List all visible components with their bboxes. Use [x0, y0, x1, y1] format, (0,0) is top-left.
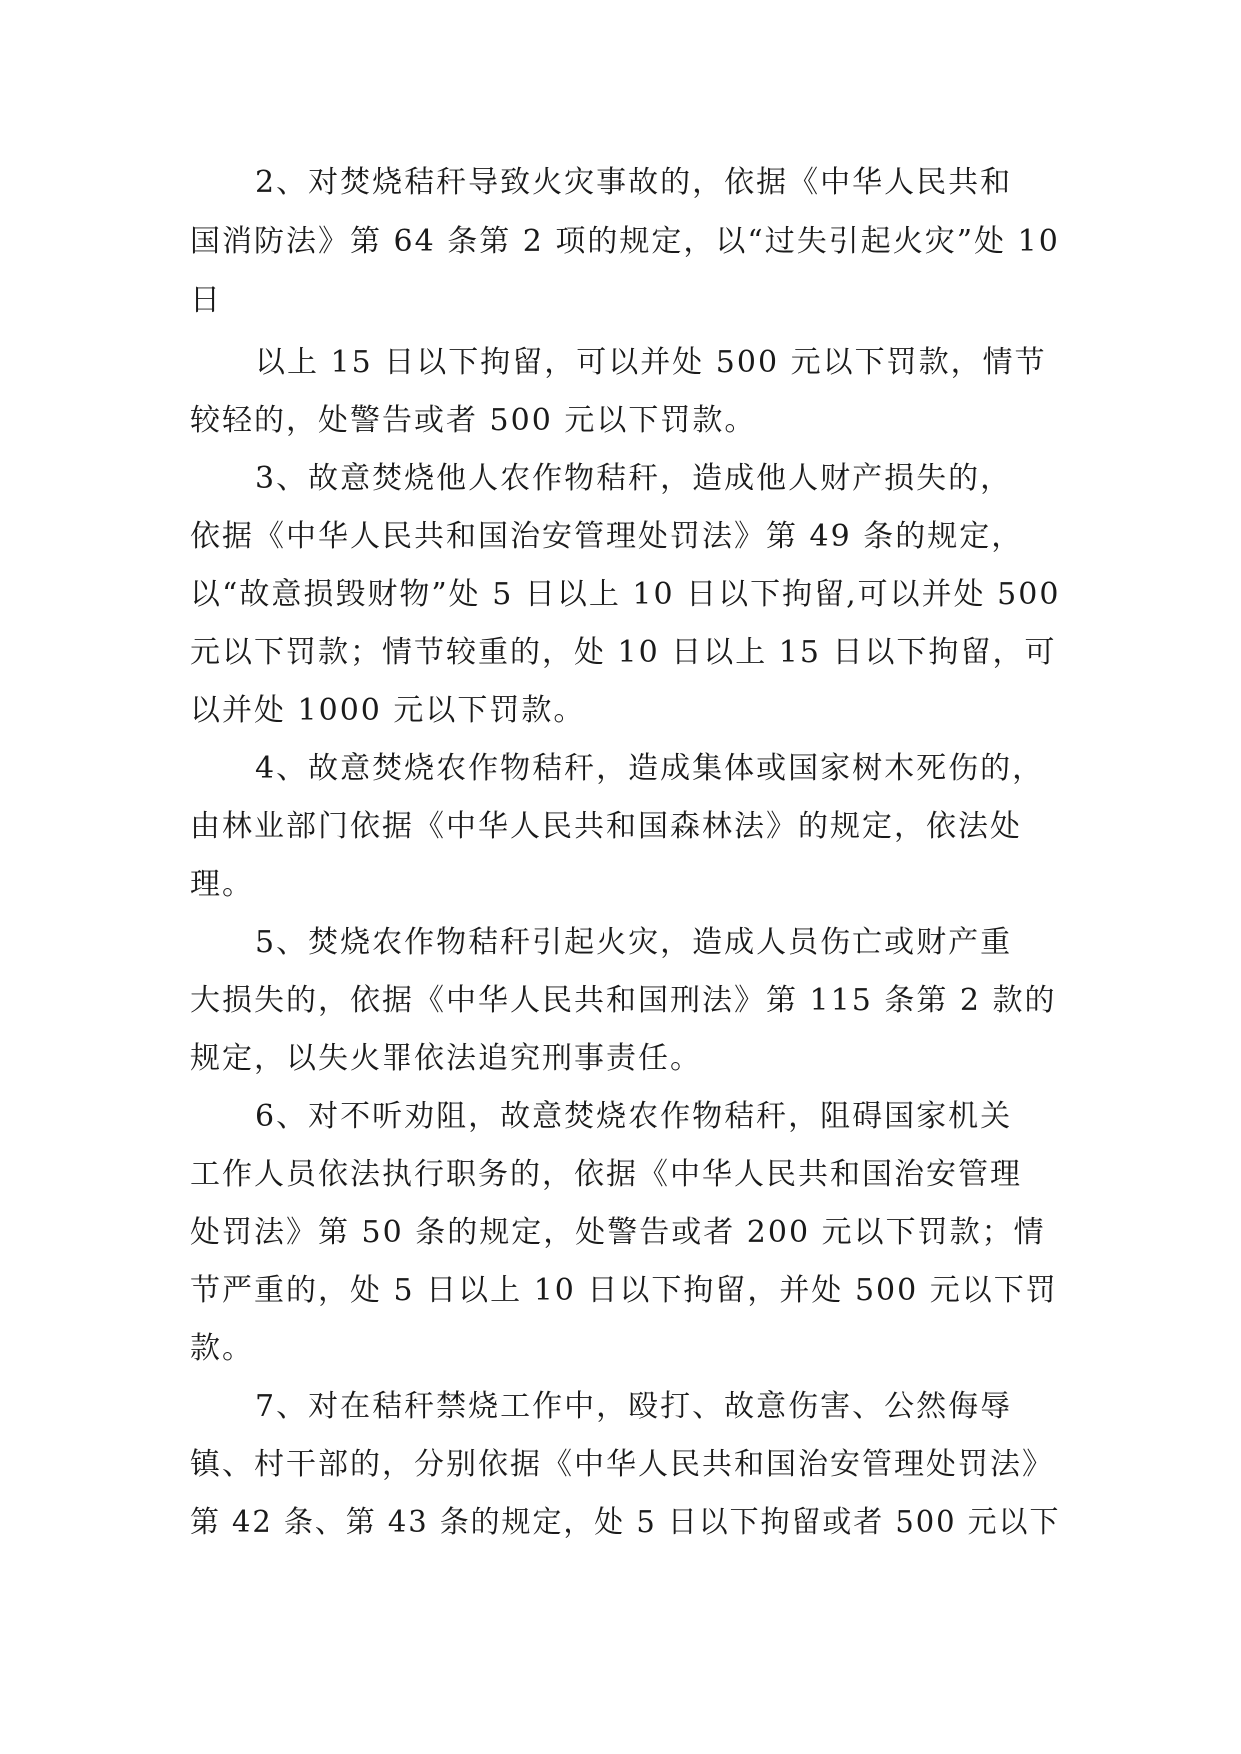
text-line: 7、对在秸秆禁烧工作中，殴打、故意伤害、公然侮辱 [255, 1389, 1013, 1424]
text-line: 第 42 条、第 43 条的规定，处 5 日以下拘留或者 500 元以下 [190, 1505, 1061, 1540]
text-line: 依据《中华人民共和国治安管理处罚法》第 49 条的规定， [190, 519, 1024, 554]
text-line: 4、故意焚烧农作物秸秆，造成集体或国家树木死伤的， [255, 751, 1045, 786]
text-line: 日 [190, 283, 222, 318]
text-line: 处罚法》第 50 条的规定，处警告或者 200 元以下罚款；情 [190, 1215, 1046, 1250]
text-line: 2、对焚烧秸秆导致火灾事故的，依据《中华人民共和 [255, 165, 1013, 200]
text-line: 规定，以失火罪依法追究刑事责任。 [190, 1041, 702, 1076]
text-line: 以并处 1000 元以下罚款。 [190, 693, 586, 728]
text-line: 大损失的，依据《中华人民共和国刑法》第 115 条第 2 款的 [190, 983, 1057, 1018]
text-line: 款。 [190, 1331, 254, 1366]
text-line: 较轻的，处警告或者 500 元以下罚款。 [190, 403, 757, 438]
text-line: 由林业部门依据《中华人民共和国森林法》的规定，依法处 [190, 809, 1022, 844]
text-line: 5、焚烧农作物秸秆引起火灾，造成人员伤亡或财产重 [255, 925, 1013, 960]
text-line: 3、故意焚烧他人农作物秸秆，造成他人财产损失的， [255, 461, 1013, 496]
text-line: 国消防法》第 64 条第 2 项的规定，以“过失引起火灾”处 10 [190, 224, 1060, 259]
text-line: 6、对不听劝阻，故意焚烧农作物秸秆，阻碍国家机关 [255, 1099, 1013, 1134]
text-line: 以上 15 日以下拘留，可以并处 500 元以下罚款，情节 [255, 345, 1047, 380]
text-line: 理。 [190, 867, 254, 902]
text-line: 节严重的，处 5 日以上 10 日以下拘留，并处 500 元以下罚 [190, 1273, 1058, 1308]
text-line: 元以下罚款；情节较重的，处 10 日以上 15 日以下拘留，可 [190, 635, 1057, 670]
text-line: 工作人员依法执行职务的，依据《中华人民共和国治安管理 [190, 1157, 1022, 1192]
text-line: 镇、村干部的，分别依据《中华人民共和国治安管理处罚法》 [190, 1447, 1054, 1482]
text-line: 以“故意损毁财物”处 5 日以上 10 日以下拘留,可以并处 500 [190, 577, 1061, 612]
